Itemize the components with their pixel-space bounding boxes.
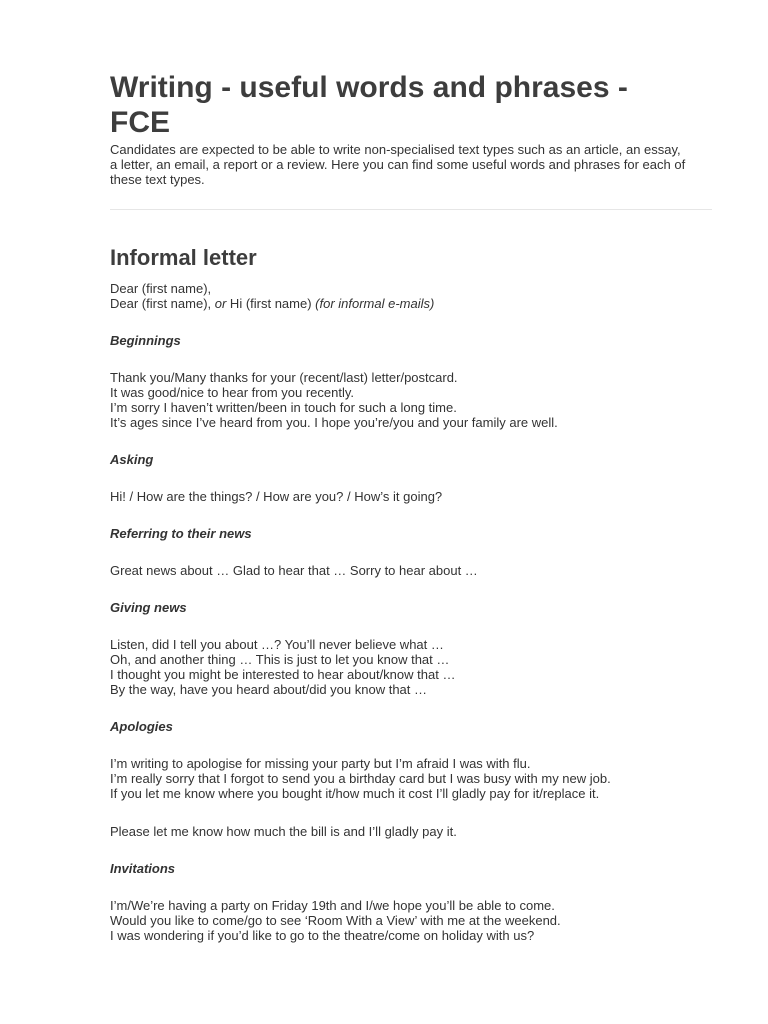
giving-news-block: [110, 637, 714, 697]
phrase-line: Thank you/Many thanks for your (recent/last) letter/postcard.: [110, 370, 458, 385]
page-title: [110, 70, 714, 140]
section-heading-informal-letter: Informal letter: [110, 245, 257, 270]
page-title-line-1: Writing - useful words and phrases -: [110, 71, 628, 104]
greeting-line-alt: [110, 296, 714, 311]
phrase-line: I’m/We’re having a party on Friday 19th and I/we hope you’ll be able to come.: [110, 898, 555, 913]
phrase-line: If you let me know where you bought it/how much it cost I’ll gladly pay for it/replace it.: [110, 786, 600, 801]
phrase-line: I’m sorry I haven’t written/been in touch for such a long time.: [110, 400, 457, 415]
greeting-part: Hi (first name): [226, 296, 316, 311]
phrase-line: It was good/nice to hear from you recently.: [110, 385, 354, 400]
greeting-line: Dear (first name),: [110, 281, 212, 296]
subheading-beginnings: Beginnings: [110, 333, 181, 348]
subheading-asking: Asking: [110, 452, 154, 467]
intro-line: a letter, an email, a report or a review. Here you can find some useful words and phrases for each of: [110, 157, 686, 172]
phrase-line: I was wondering if you’d like to go to the theatre/come on holiday with us?: [110, 928, 535, 943]
greeting-or: or: [214, 296, 227, 311]
asking-block: [110, 489, 714, 504]
greeting-note: (for informal e-mails): [315, 296, 435, 311]
invitations-block: [110, 898, 714, 943]
subheading-invitations: Invitations: [110, 861, 176, 876]
document-content: [110, 70, 714, 943]
phrase-line: Would you like to come/go to see ‘Room With a View’ with me at the weekend.: [110, 913, 561, 928]
greeting-part: Dear (first name),: [110, 296, 215, 311]
phrase-line: By the way, have you heard about/did you know that …: [110, 682, 428, 697]
phrase-line: Hi! / How are the things? / How are you? / How’s it going?: [110, 489, 443, 504]
referring-block: [110, 563, 714, 578]
phrase-line: Great news about … Glad to hear that … Sorry to hear about …: [110, 563, 478, 578]
phrase-line: Please let me know how much the bill is and I’ll gladly pay it.: [110, 824, 457, 839]
beginnings-block: [110, 370, 714, 430]
phrase-line: It’s ages since I’ve heard from you. I hope you’re/you and your family are well.: [110, 415, 558, 430]
subheading-giving-news: Giving news: [110, 600, 187, 615]
subheading-apologies: Apologies: [110, 719, 173, 734]
phrase-line: Oh, and another thing … This is just to let you know that …: [110, 652, 450, 667]
phrase-line: I’m really sorry that I forgot to send you a birthday card but I was busy with my new job.: [110, 771, 611, 786]
apologies-extra-block: [110, 824, 714, 839]
greeting-block: [110, 281, 714, 311]
intro-paragraph: [110, 142, 714, 187]
subheading-referring: Referring to their news: [110, 526, 252, 541]
intro-line: these text types.: [110, 172, 205, 187]
section-divider: [110, 209, 712, 210]
intro-line: Candidates are expected to be able to write non-specialised text types such as an article, an essay,: [110, 142, 681, 157]
phrase-line: Listen, did I tell you about …? You’ll never believe what …: [110, 637, 444, 652]
phrase-line: I’m writing to apologise for missing your party but I’m afraid I was with flu.: [110, 756, 531, 771]
phrase-line: I thought you might be interested to hear about/know that …: [110, 667, 456, 682]
page-title-line-2: FCE: [110, 106, 170, 139]
apologies-block: [110, 756, 714, 801]
